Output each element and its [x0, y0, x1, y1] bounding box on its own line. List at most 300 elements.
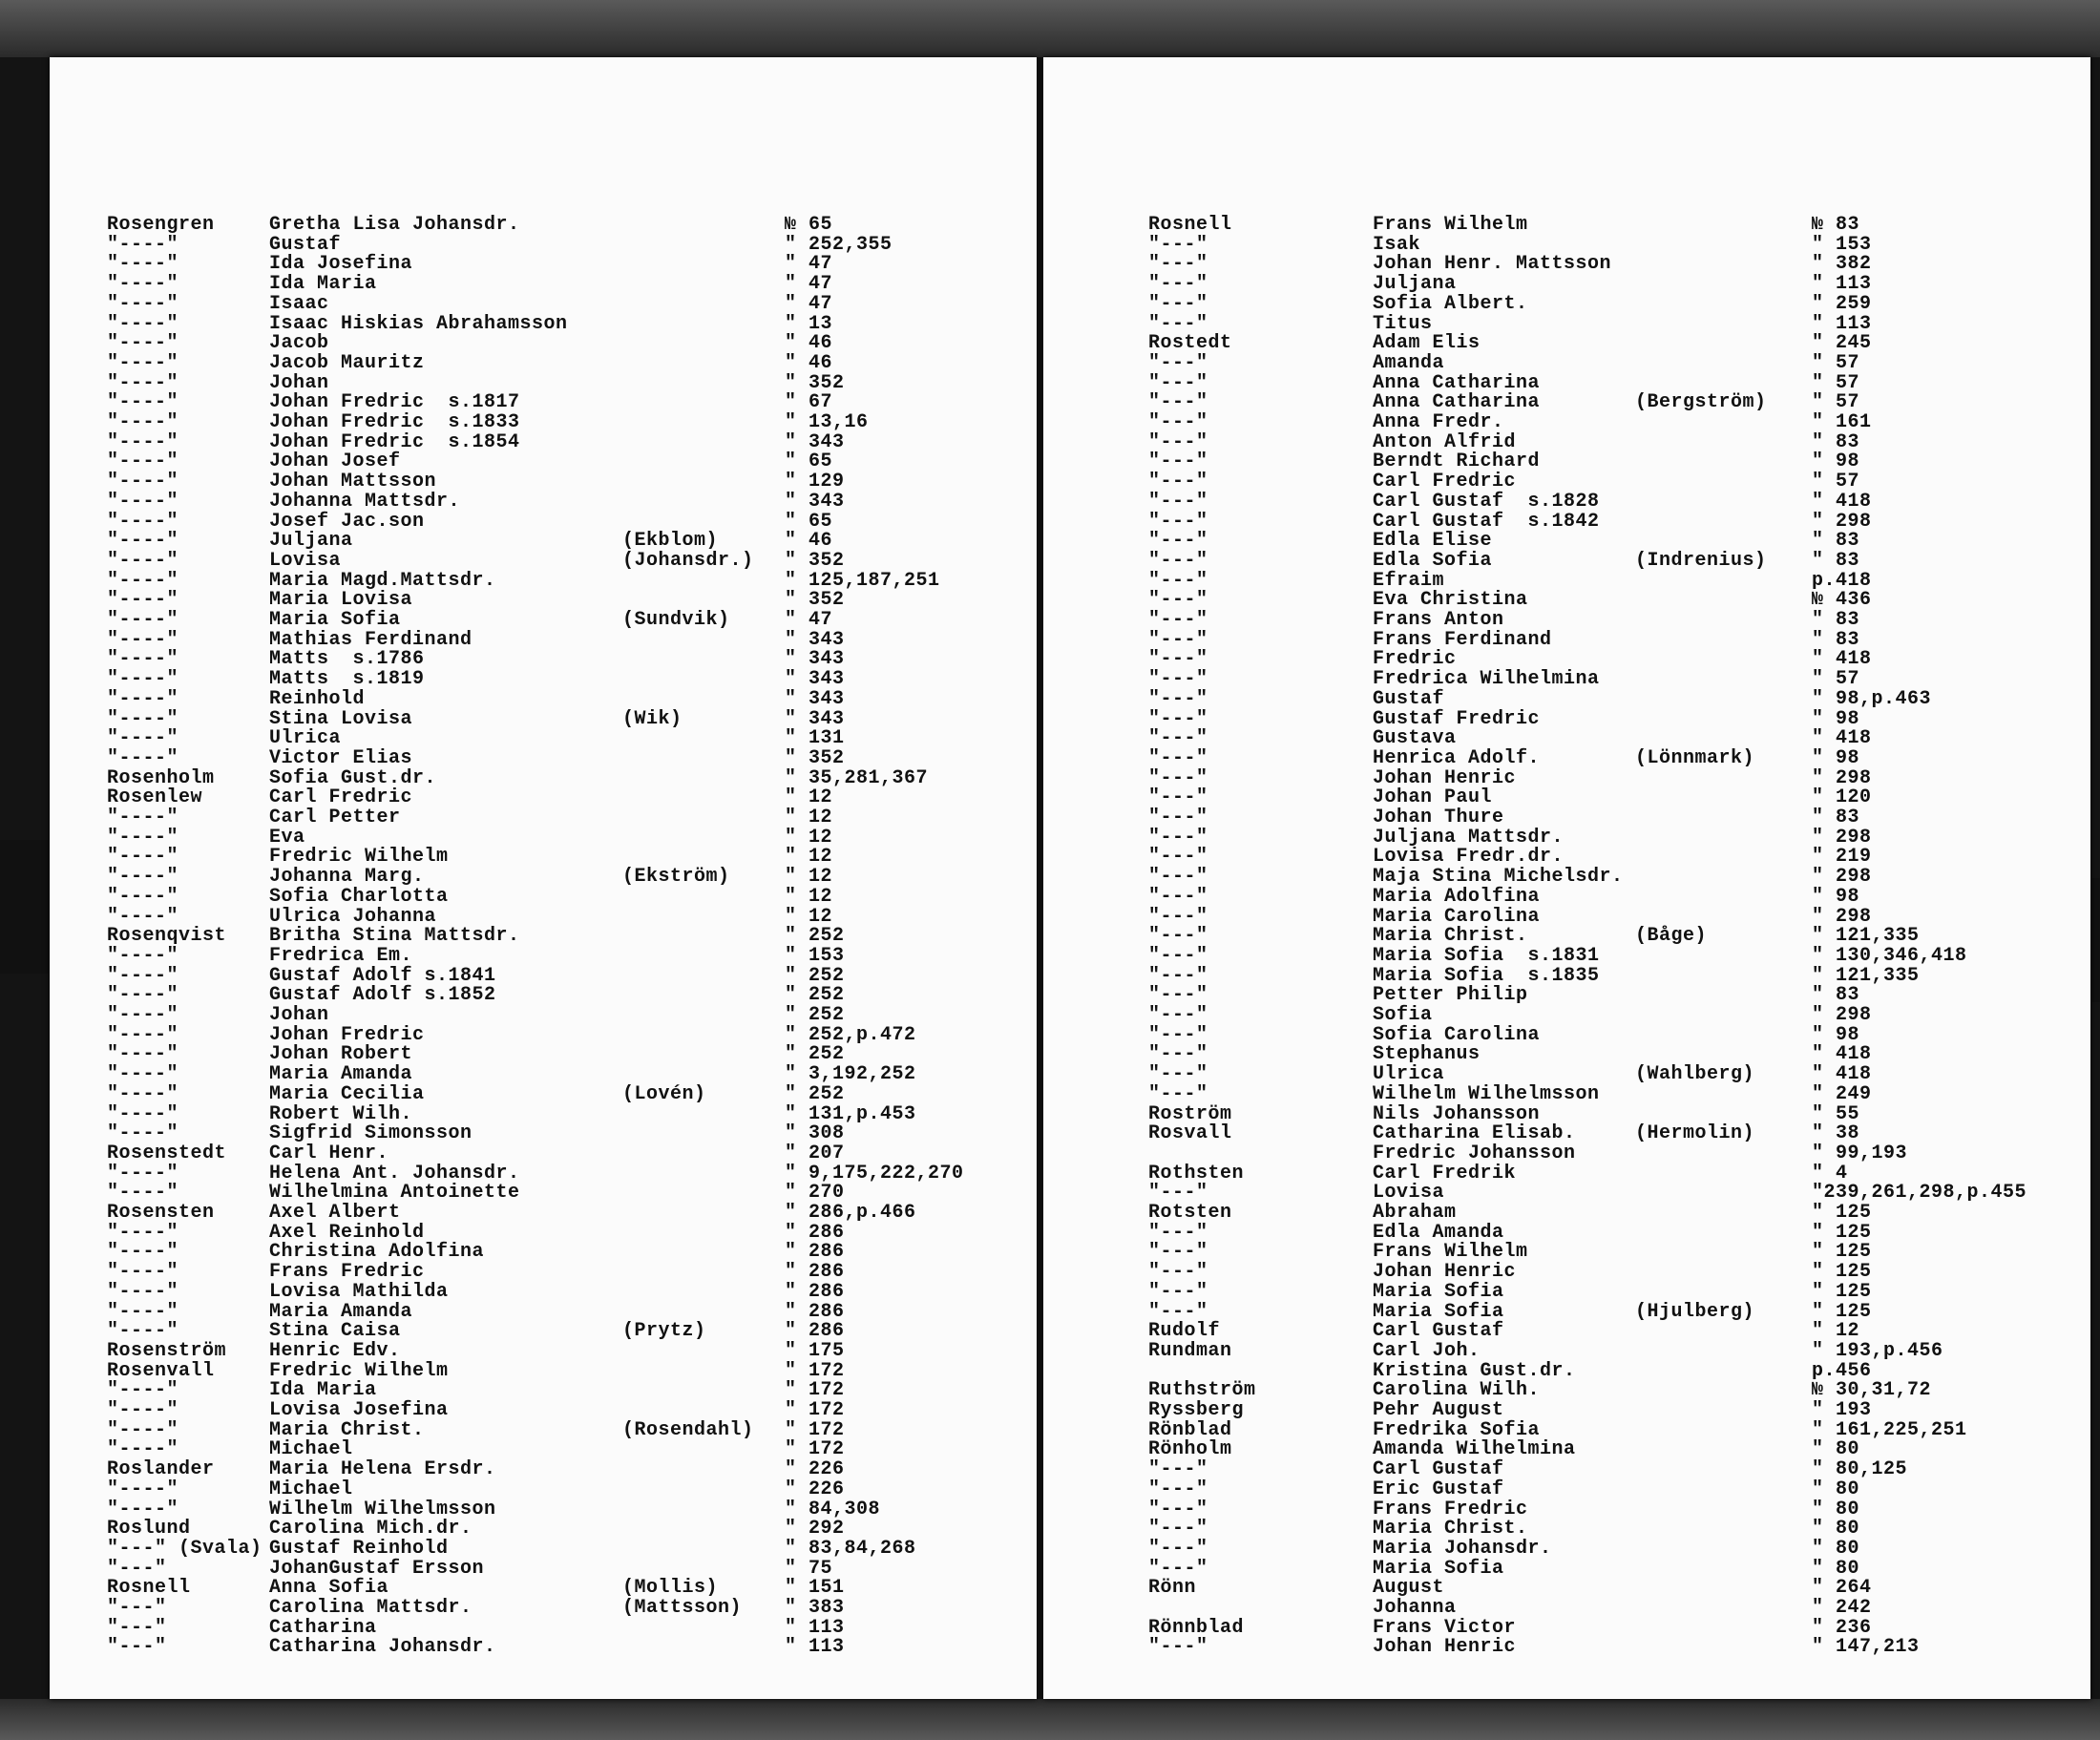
- entry-surname: "---": [1148, 233, 1208, 256]
- entry-reference: " 242: [1812, 1597, 1872, 1619]
- entry-reference: " 125: [1812, 1221, 1872, 1244]
- entry-reference: " 83: [1812, 530, 1860, 553]
- entry-given-name: Maja Stina Michelsdr.: [1373, 866, 1624, 889]
- entry-reference: " 80: [1812, 1478, 1860, 1500]
- entry-surname: "---": [1148, 292, 1208, 315]
- entry-surname: "---": [1148, 905, 1208, 928]
- entry-surname: "----": [107, 885, 179, 908]
- entry-reference: " 80: [1812, 1438, 1860, 1461]
- entry-given-name: Sofia Albert.: [1373, 292, 1528, 315]
- entry-surname: "----": [107, 1063, 179, 1086]
- entry-reference: № 30,31,72: [1812, 1379, 1932, 1402]
- entry-given-name: Johan Henric: [1373, 1261, 1517, 1284]
- entry-reference: " 98,p.463: [1812, 687, 1932, 710]
- entry-given-name: Eric Gustaf: [1373, 1478, 1504, 1500]
- entry-surname: "---": [1148, 1478, 1208, 1500]
- entry-reference: " 65: [785, 510, 833, 533]
- entry-given-name: Edla Elise: [1373, 530, 1493, 553]
- entry-note: (Hermolin): [1635, 1122, 1755, 1145]
- entry-reference: " 57: [1812, 471, 1860, 493]
- entry-given-name: Fredric Wilhelm: [269, 846, 449, 869]
- entry-reference: " 12: [785, 866, 833, 889]
- entry-reference: p.418: [1812, 569, 1872, 592]
- entry-reference: " 343: [785, 490, 845, 513]
- entry-reference: " 125: [1812, 1202, 1872, 1224]
- entry-reference: " 382: [1812, 253, 1872, 276]
- entry-surname: "----": [107, 1082, 179, 1105]
- entry-surname: "---": [1148, 846, 1208, 869]
- entry-reference: " 113: [1812, 312, 1872, 335]
- entry-surname: "----": [107, 1004, 179, 1026]
- entry-reference: " 418: [1812, 1043, 1872, 1066]
- entry-given-name: Ulrica Johanna: [269, 905, 437, 928]
- entry-surname: "---": [1148, 1518, 1208, 1541]
- entry-given-name: Anna Sofia: [269, 1577, 389, 1600]
- entry-reference: " 252: [785, 984, 845, 1007]
- entry-reference: " 55: [1812, 1102, 1860, 1125]
- entry-given-name: Maria Johansdr.: [1373, 1537, 1552, 1560]
- entry-surname: "---": [1148, 746, 1208, 769]
- entry-surname: "---": [1148, 826, 1208, 849]
- entry-note: (Mollis): [622, 1577, 719, 1600]
- entry-surname: "---": [1148, 1063, 1208, 1086]
- entry-given-name: Johanna Marg.: [269, 866, 425, 889]
- entry-reference: " 83,84,268: [785, 1537, 916, 1560]
- entry-surname: "----": [107, 312, 179, 335]
- entry-reference: " 286: [785, 1300, 845, 1323]
- entry-surname: "---": [1148, 430, 1208, 453]
- entry-surname: "---": [1148, 885, 1208, 908]
- entry-surname: "----": [107, 1122, 179, 1145]
- entry-reference: " 113: [785, 1616, 845, 1639]
- entry-reference: " 80: [1812, 1557, 1860, 1580]
- entry-surname: "----": [107, 233, 179, 256]
- entry-given-name: Catharina Johansdr.: [269, 1636, 496, 1659]
- entry-reference: " 343: [785, 668, 845, 691]
- entry-surname: "---": [1148, 1636, 1208, 1659]
- entry-reference: " 113: [1812, 273, 1872, 296]
- page-left: [50, 57, 1037, 1699]
- entry-given-name: Johan Fredric: [269, 1023, 425, 1046]
- page-right: [1043, 57, 2090, 1699]
- entry-surname: "----": [107, 292, 179, 315]
- entry-surname: "---": [1148, 609, 1208, 631]
- entry-surname: "---": [1148, 687, 1208, 710]
- entry-given-name: Maria Christ.: [1373, 925, 1528, 948]
- entry-surname: "----": [107, 490, 179, 513]
- entry-given-name: Edla Amanda: [1373, 1221, 1504, 1244]
- entry-reference: " 298: [1812, 905, 1872, 928]
- entry-given-name: Sofia Carolina: [1373, 1023, 1541, 1046]
- entry-note: (Sundvik): [622, 609, 730, 631]
- entry-surname: Rönn: [1148, 1577, 1197, 1600]
- entry-given-name: Lovisa Josefina: [269, 1399, 449, 1421]
- entry-surname: "----": [107, 866, 179, 889]
- entry-reference: " 57: [1812, 351, 1860, 374]
- entry-surname: "---": [1148, 589, 1208, 612]
- entry-given-name: Anna Catharina: [1373, 391, 1541, 414]
- entry-surname: Rönholm: [1148, 1438, 1232, 1461]
- entry-given-name: Josef Jac.son: [269, 510, 425, 533]
- entry-surname: "----": [107, 1280, 179, 1303]
- entry-given-name: Carl Gustaf: [1373, 1458, 1504, 1481]
- entry-surname: "----": [107, 371, 179, 394]
- entry-note: (Johansdr.): [622, 549, 754, 572]
- entry-given-name: Isaac Hiskias Abrahamsson: [269, 312, 568, 335]
- entry-surname: "---": [1148, 569, 1208, 592]
- entry-reference: " 352: [785, 589, 845, 612]
- entry-given-name: Maria Amanda: [269, 1063, 413, 1086]
- entry-reference: " 47: [785, 609, 833, 631]
- entry-reference: " 121,335: [1812, 925, 1920, 948]
- entry-surname: "----": [107, 1241, 179, 1264]
- entry-surname: "---": [1148, 391, 1208, 414]
- entry-note: (Indrenius): [1635, 549, 1767, 572]
- entry-surname: Rosensten: [107, 1202, 215, 1224]
- entry-given-name: Maria Christ.: [1373, 1518, 1528, 1541]
- entry-reference: " 65: [785, 451, 833, 473]
- entry-surname: "---": [107, 1616, 167, 1639]
- entry-reference: " 286: [785, 1221, 845, 1244]
- entry-reference: " 193: [1812, 1399, 1872, 1421]
- entry-reference: " 161,225,251: [1812, 1418, 1967, 1441]
- entry-surname: "---" (Svala): [107, 1537, 262, 1560]
- entry-reference: " 57: [1812, 391, 1860, 414]
- entry-given-name: Gustaf Adolf s.1841: [269, 964, 496, 987]
- entry-given-name: Johan Thure: [1373, 807, 1504, 828]
- entry-surname: "---": [1148, 371, 1208, 394]
- entry-given-name: Carolina Mattsdr.: [269, 1597, 472, 1619]
- entry-reference: " 418: [1812, 727, 1872, 750]
- entry-reference: " 98: [1812, 451, 1860, 473]
- entry-reference: " 83: [1812, 984, 1860, 1007]
- entry-note: (Prytz): [622, 1320, 706, 1343]
- entry-given-name: Johan: [269, 371, 329, 394]
- entry-given-name: Juljana: [269, 530, 353, 553]
- entry-surname: Ruthström: [1148, 1379, 1256, 1402]
- entry-reference: " 12: [785, 905, 833, 928]
- entry-note: (Bergström): [1635, 391, 1767, 414]
- entry-reference: " 75: [785, 1557, 833, 1580]
- entry-given-name: Johan Fredric s.1817: [269, 391, 520, 414]
- entry-given-name: Jacob: [269, 332, 329, 355]
- entry-surname: "---": [1148, 530, 1208, 553]
- entry-given-name: Maria Lovisa: [269, 589, 413, 612]
- entry-given-name: Lovisa Fredr.dr.: [1373, 846, 1564, 869]
- entry-reference: " 12: [1812, 1320, 1860, 1343]
- entry-given-name: Carl Henr.: [269, 1142, 389, 1164]
- entry-surname: "---": [1148, 1458, 1208, 1481]
- entry-reference: " 172: [785, 1438, 845, 1461]
- entry-reference: № 436: [1812, 589, 1872, 612]
- entry-reference: " 252,p.472: [785, 1023, 916, 1046]
- entry-surname: Rönblad: [1148, 1418, 1232, 1441]
- entry-surname: "---": [1148, 807, 1208, 828]
- entry-given-name: Frans Wilhelm: [1373, 1241, 1528, 1264]
- entry-surname: "---": [1148, 1537, 1208, 1560]
- entry-reference: " 121,335: [1812, 964, 1920, 987]
- entry-given-name: Reinhold: [269, 687, 366, 710]
- entry-given-name: Johan: [269, 1004, 329, 1026]
- entry-given-name: Maria Sofia s.1831: [1373, 944, 1600, 967]
- entry-reference: " 83: [1812, 549, 1860, 572]
- entry-given-name: Pehr August: [1373, 1399, 1504, 1421]
- entry-surname: "---": [1148, 648, 1208, 671]
- entry-given-name: Frans Ferdinand: [1373, 628, 1552, 651]
- entry-reference: " 47: [785, 273, 833, 296]
- entry-surname: "---": [1148, 984, 1208, 1007]
- entry-surname: "----": [107, 1399, 179, 1421]
- entry-surname: "---": [1148, 766, 1208, 789]
- entry-reference: " 298: [1812, 826, 1872, 849]
- entry-reference: " 172: [785, 1418, 845, 1441]
- entry-given-name: Wilhelm Wilhelmsson: [1373, 1082, 1600, 1105]
- entry-surname: "----": [107, 905, 179, 928]
- entry-surname: "----": [107, 430, 179, 453]
- entry-given-name: Maria Sofia: [1373, 1280, 1504, 1303]
- entry-given-name: Isaac: [269, 292, 329, 315]
- entry-surname: Rosenström: [107, 1339, 227, 1362]
- entry-surname: Rundman: [1148, 1339, 1232, 1362]
- entry-surname: "---": [1148, 451, 1208, 473]
- entry-reference: " 80: [1812, 1498, 1860, 1520]
- entry-given-name: Petter Philip: [1373, 984, 1528, 1007]
- entry-surname: "----": [107, 609, 179, 631]
- entry-reference: " 4: [1812, 1162, 1848, 1184]
- entry-given-name: Johan Mattsson: [269, 471, 437, 493]
- entry-note: (Wahlberg): [1635, 1063, 1755, 1086]
- entry-reference: " 98: [1812, 746, 1860, 769]
- entry-surname: "----": [107, 1182, 179, 1205]
- entry-given-name: Wilhelm Wilhelmsson: [269, 1498, 496, 1520]
- entry-reference: " 264: [1812, 1577, 1872, 1600]
- entry-given-name: Fredrica Em.: [269, 944, 413, 967]
- entry-reference: " 161: [1812, 411, 1872, 433]
- entry-reference: " 418: [1812, 1063, 1872, 1086]
- entry-reference: " 226: [785, 1478, 845, 1500]
- entry-note: (Rosendahl): [622, 1418, 754, 1441]
- entry-given-name: Axel Reinhold: [269, 1221, 425, 1244]
- entry-reference: " 151: [785, 1577, 845, 1600]
- entry-reference: " 226: [785, 1458, 845, 1481]
- entry-given-name: Johan Paul: [1373, 786, 1493, 809]
- entry-reference: " 98: [1812, 885, 1860, 908]
- entry-given-name: Kristina Gust.dr.: [1373, 1359, 1576, 1382]
- entry-given-name: Michael: [269, 1478, 353, 1500]
- entry-given-name: Adam Elis: [1373, 332, 1480, 355]
- entry-surname: Rönnblad: [1148, 1616, 1245, 1639]
- entry-reference: " 125,187,251: [785, 569, 940, 592]
- entry-surname: Ryssberg: [1148, 1399, 1245, 1421]
- entry-note: (Mattsson): [622, 1597, 743, 1619]
- entry-given-name: Gustaf: [269, 233, 342, 256]
- entry-given-name: Axel Albert: [269, 1202, 401, 1224]
- entry-reference: " 13: [785, 312, 833, 335]
- entry-given-name: Frans Fredric: [269, 1261, 425, 1284]
- entry-surname: "----": [107, 451, 179, 473]
- entry-given-name: Gustava: [1373, 727, 1457, 750]
- entry-surname: Rosvall: [1148, 1122, 1232, 1145]
- scan-border-top: [0, 0, 2100, 57]
- entry-reference: " 12: [785, 885, 833, 908]
- entry-surname: "---": [107, 1597, 167, 1619]
- entry-given-name: Britha Stina Mattsdr.: [269, 925, 520, 948]
- entry-surname: Rosnell: [1148, 214, 1232, 236]
- entry-given-name: Efraim: [1373, 569, 1445, 592]
- entry-reference: " 98: [1812, 1023, 1860, 1046]
- entry-surname: "----": [107, 1418, 179, 1441]
- entry-surname: "----": [107, 510, 179, 533]
- entry-given-name: Juljana Mattsdr.: [1373, 826, 1564, 849]
- entry-given-name: Fredric: [1373, 648, 1457, 671]
- entry-surname: "---": [1148, 1023, 1208, 1046]
- entry-given-name: Catharina: [269, 1616, 377, 1639]
- entry-reference: " 252: [785, 925, 845, 948]
- entry-reference: " 9,175,222,270: [785, 1162, 964, 1184]
- entry-reference: " 193,p.456: [1812, 1339, 1943, 1362]
- entry-reference: № 83: [1812, 214, 1860, 236]
- entry-reference: " 83: [1812, 807, 1860, 828]
- entry-given-name: Johan Robert: [269, 1043, 413, 1066]
- entry-given-name: Maria Sofia: [269, 609, 401, 631]
- entry-reference: " 12: [785, 846, 833, 869]
- entry-given-name: Wilhelmina Antoinette: [269, 1182, 520, 1205]
- entry-reference: " 343: [785, 648, 845, 671]
- entry-reference: " 286: [785, 1280, 845, 1303]
- entry-surname: "----": [107, 1261, 179, 1284]
- entry-surname: "----": [107, 746, 179, 769]
- entry-given-name: Maria Amanda: [269, 1300, 413, 1323]
- entry-surname: "----": [107, 1478, 179, 1500]
- entry-given-name: Fredric Johansson: [1373, 1142, 1576, 1164]
- entry-reference: " 80: [1812, 1518, 1860, 1541]
- entry-surname: "---": [1148, 1557, 1208, 1580]
- entry-reference: " 236: [1812, 1616, 1872, 1639]
- entry-surname: "---": [1148, 1043, 1208, 1066]
- entry-reference: " 80,125: [1812, 1458, 1908, 1481]
- entry-surname: "---": [1148, 786, 1208, 809]
- entry-given-name: Edla Sofia: [1373, 549, 1493, 572]
- entry-reference: " 252: [785, 964, 845, 987]
- entry-reference: " 113: [785, 1636, 845, 1659]
- entry-reference: " 153: [1812, 233, 1872, 256]
- entry-reference: p.456: [1812, 1359, 1872, 1382]
- entry-reference: " 418: [1812, 648, 1872, 671]
- entry-given-name: August: [1373, 1577, 1445, 1600]
- entry-reference: " 131: [785, 727, 845, 750]
- entry-surname: "----": [107, 1438, 179, 1461]
- entry-reference: " 172: [785, 1359, 845, 1382]
- entry-given-name: Juljana: [1373, 273, 1457, 296]
- entry-surname: "----": [107, 332, 179, 355]
- entry-given-name: Helena Ant. Johansdr.: [269, 1162, 520, 1184]
- entry-surname: Rostedt: [1148, 332, 1232, 355]
- entry-surname: "----": [107, 1498, 179, 1520]
- entry-given-name: Carl Fredric: [1373, 471, 1517, 493]
- entry-given-name: Gustaf Adolf s.1852: [269, 984, 496, 1007]
- entry-given-name: Maria Adolfina: [1373, 885, 1541, 908]
- entry-note: (Lönnmark): [1635, 746, 1755, 769]
- entry-reference: " 125: [1812, 1241, 1872, 1264]
- entry-surname: Rothsten: [1148, 1162, 1245, 1184]
- entry-reference: " 259: [1812, 292, 1872, 315]
- entry-given-name: Maria Sofia: [1373, 1300, 1504, 1323]
- entry-reference: " 298: [1812, 1004, 1872, 1026]
- entry-surname: "----": [107, 1162, 179, 1184]
- entry-surname: "----": [107, 1300, 179, 1323]
- entry-reference: " 125: [1812, 1261, 1872, 1284]
- entry-reference: " 343: [785, 628, 845, 651]
- entry-reference: " 99,193: [1812, 1142, 1908, 1164]
- entry-surname: "---": [1148, 1498, 1208, 1520]
- entry-given-name: Titus: [1373, 312, 1433, 335]
- entry-given-name: Sofia Gust.dr.: [269, 766, 437, 789]
- entry-reference: " 286: [785, 1241, 845, 1264]
- entry-reference: " 383: [785, 1597, 845, 1619]
- entry-surname: "----": [107, 530, 179, 553]
- entry-reference: " 47: [785, 292, 833, 315]
- entry-surname: Rosnell: [107, 1577, 191, 1600]
- entry-reference: " 131,p.453: [785, 1102, 916, 1125]
- entry-surname: "----": [107, 668, 179, 691]
- entry-given-name: Anna Fredr.: [1373, 411, 1504, 433]
- entry-given-name: Robert Wilh.: [269, 1102, 413, 1125]
- entry-given-name: Johan Henr. Mattsson: [1373, 253, 1612, 276]
- entry-surname: "----": [107, 1320, 179, 1343]
- entry-given-name: Gustaf Fredric: [1373, 707, 1541, 730]
- entry-note: (Wik): [622, 707, 682, 730]
- entry-reference: " 83: [1812, 430, 1860, 453]
- entry-given-name: Carl Petter: [269, 807, 401, 828]
- entry-surname: "---": [1148, 1300, 1208, 1323]
- entry-given-name: Ulrica: [1373, 1063, 1445, 1086]
- entry-surname: "----": [107, 846, 179, 869]
- entry-reference: " 252: [785, 1043, 845, 1066]
- entry-surname: "---": [1148, 1241, 1208, 1264]
- entry-reference: " 125: [1812, 1280, 1872, 1303]
- entry-reference: " 252,355: [785, 233, 892, 256]
- entry-surname: "---": [1148, 964, 1208, 987]
- entry-reference: " 219: [1812, 846, 1872, 869]
- entry-note: (Ekström): [622, 866, 730, 889]
- entry-surname: "----": [107, 253, 179, 276]
- entry-surname: "---": [107, 1636, 167, 1659]
- entry-reference: " 418: [1812, 490, 1872, 513]
- entry-reference: " 153: [785, 944, 845, 967]
- entry-reference: " 46: [785, 351, 833, 374]
- entry-surname: Rosengren: [107, 214, 215, 236]
- entry-surname: Rosenstedt: [107, 1142, 227, 1164]
- entry-given-name: Nils Johansson: [1373, 1102, 1541, 1125]
- entry-given-name: Maria Sofia: [1373, 1557, 1504, 1580]
- entry-reference: " 13,16: [785, 411, 869, 433]
- entry-surname: "---": [1148, 1221, 1208, 1244]
- entry-given-name: Anton Alfrid: [1373, 430, 1517, 453]
- entry-surname: "----": [107, 984, 179, 1007]
- entry-surname: Roslander: [107, 1458, 215, 1481]
- entry-given-name: Carolina Wilh.: [1373, 1379, 1541, 1402]
- entry-given-name: Maria Cecilia: [269, 1082, 425, 1105]
- entry-reference: " 343: [785, 687, 845, 710]
- entry-given-name: Ida Maria: [269, 273, 377, 296]
- entry-reference: " 298: [1812, 766, 1872, 789]
- entry-reference: № 65: [785, 214, 833, 236]
- entry-surname: "---": [1148, 1082, 1208, 1105]
- entry-given-name: Johanna Mattsdr.: [269, 490, 461, 513]
- entry-given-name: Lovisa Mathilda: [269, 1280, 449, 1303]
- entry-given-name: Jacob Mauritz: [269, 351, 425, 374]
- entry-given-name: Gretha Lisa Johansdr.: [269, 214, 520, 236]
